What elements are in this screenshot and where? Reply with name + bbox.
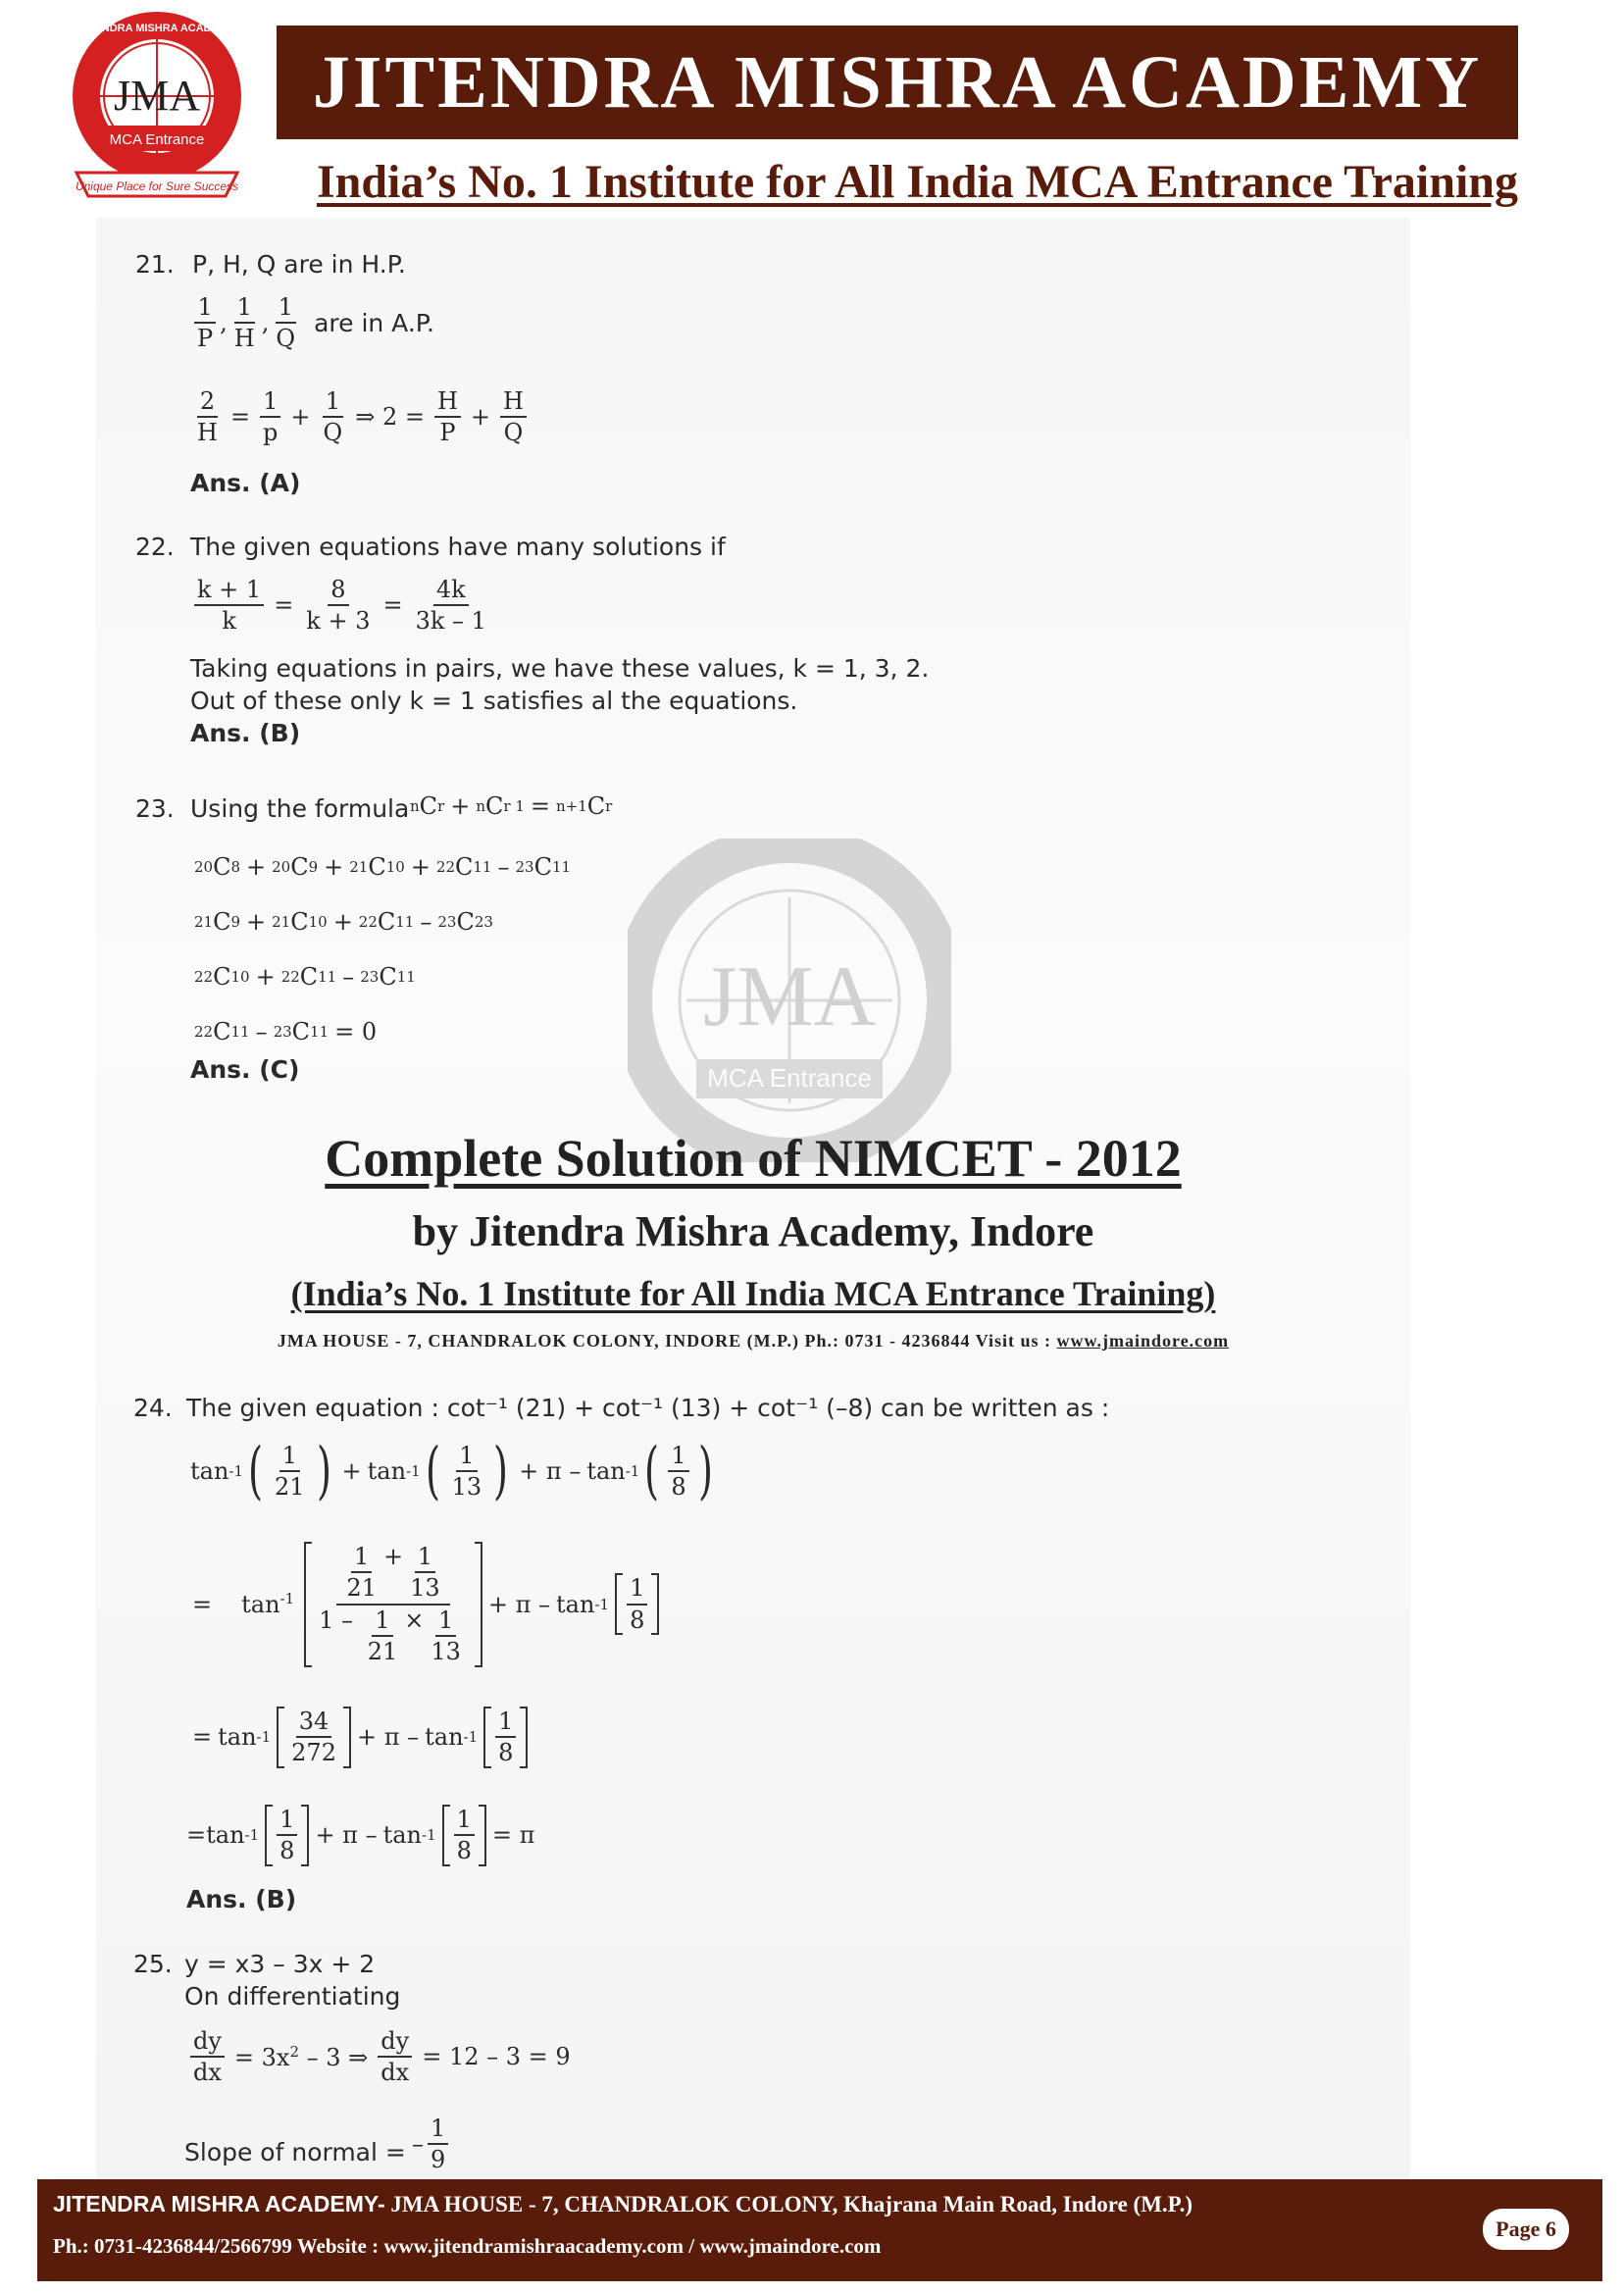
q22-satisfies-text: Out of these only k = 1 satisfies al the equations. xyxy=(190,687,798,715)
q23-step2: 21 C 9 + 21 C 10 + 22 C 11 – 23 C 23 xyxy=(194,908,493,936)
q24-expression: tan -1 ( $\frac{1}{21}$ ) + tan -1 ( $\frac{1}{13}$ ) + π – tan -1 ( $\frac{1}{8}$ ) xyxy=(190,1435,713,1507)
q22-answer: Ans. (B) xyxy=(190,719,301,747)
q22-statement: The given equations have many solutions if xyxy=(190,533,726,561)
q21-answer: Ans. (A) xyxy=(190,469,301,497)
q25-derivative: $\frac{dy}{dx}$ = $3x^2 - 3$ ⇒ $\frac{dy}{dx}$ = 12 – 3 = 9 xyxy=(186,2028,577,2086)
academy-tagline: India’s No. 1 Institute for All India MCA Entrance Training xyxy=(316,156,1518,208)
q24-answer: Ans. (B) xyxy=(186,1885,297,1913)
q25-number: 25. xyxy=(133,1950,173,1978)
academy-logo xyxy=(69,8,245,219)
academy-banner: JITENDRA MISHRA ACADEMY xyxy=(277,25,1518,139)
page-number-badge: Page 6 xyxy=(1483,2209,1569,2250)
q24-step3: = tan -1 $\frac{1}{8}$ + π – tan -1 $\frac{1}{8}$ = π xyxy=(186,1806,535,1865)
q24-step2: = tan -1 $\frac{34}{272}$ + π – tan -1 $\frac{1}{8}$ xyxy=(186,1707,528,1768)
logo-ribbon: Unique Place for Sure Success xyxy=(75,179,239,193)
footer-contact: Ph.: 0731-4236844/2566799 Website : www.jitendramishraacademy.com / www.jmaindore.com xyxy=(53,2234,882,2258)
footer-address-line xyxy=(53,2191,1193,2218)
q22-number: 22. xyxy=(135,533,175,561)
q22-pairs-text: Taking equations in pairs, we have these values, k = 1, 3, 2. xyxy=(190,654,930,683)
q23-step1: 20 C 8 + 20 C 9 + 21 C 10 + 22 C 11 – 23 C 11 xyxy=(194,853,572,881)
q25-function: y = x3 – 3x + 2 xyxy=(184,1950,376,1978)
footer-academy-name: JITENDRA MISHRA ACADEMY- xyxy=(53,2191,385,2217)
logo-ring-text: JITENDRA MISHRA ACADEMY xyxy=(78,23,235,34)
footer-bar xyxy=(37,2179,1602,2281)
q24-statement: The given equation : cot⁻¹ (21) + cot⁻¹ (13) + cot⁻¹ (–8) can be written as : xyxy=(186,1394,1110,1422)
logo-band: MCA Entrance xyxy=(109,131,205,148)
q23-answer: Ans. (C) xyxy=(190,1055,300,1084)
ad-subtitle: by Jitendra Mishra Academy, Indore xyxy=(412,1207,1094,1255)
q25-slope-label: Slope of normal = xyxy=(184,2138,406,2167)
q21-number: 21. xyxy=(135,250,175,279)
svg-text:JMA: JMA xyxy=(702,949,877,1045)
footer-address: JMA HOUSE - 7, CHANDRALOK COLONY, Khajrana Main Road, Indore (M.P.) xyxy=(384,2192,1193,2217)
ad-website-link[interactable]: www.jmaindore.com xyxy=(1056,1331,1230,1351)
ad-title: Complete Solution of NIMCET - 2012 xyxy=(325,1129,1182,1188)
q22-ratio: $\frac{k + 1}{k}$ = $\frac{8}{k + 3}$ = $\frac{4k}{3k - 1}$ xyxy=(190,577,493,635)
q23-statement: Using the formula xyxy=(190,794,410,823)
q21-equation: $\frac{2}{H}$ = $\frac{1}{p}$ + $\frac{1}{Q}$ ⇒ 2 = $\frac{H}{P}$ + $\frac{H}{Q}$ xyxy=(190,388,531,446)
q25-slope-value: – $\frac{1}{9}$ xyxy=(412,2116,452,2173)
q21-statement: P, H, Q are in H.P. xyxy=(192,250,406,279)
ad-address: JMA HOUSE - 7, CHANDRALOK COLONY, INDORE (M.P.) Ph.: 0731 - 4236844 Visit us : www.jmaindore.com xyxy=(277,1331,1230,1351)
q21-ap-text: are in A.P. xyxy=(314,308,434,337)
q23-step4: 22 C 11 – 23 C 11 = 0 xyxy=(194,1018,378,1045)
q21-reciprocals: $\frac{1}{P}$ , $\frac{1}{H}$ , $\frac{1}{Q}$ are in A.P. xyxy=(190,294,434,352)
q23-formula: n C r + n C r 1 = n+1 C r xyxy=(410,792,613,820)
ad-tagline: (India’s No. 1 Institute for All India MCA Entrance Training) xyxy=(290,1274,1216,1313)
q25-differentiating: On differentiating xyxy=(184,1982,401,2011)
q23-step3: 22 C 10 + 22 C 11 – 23 C 11 xyxy=(194,963,416,991)
watermark-logo xyxy=(628,839,951,1162)
logo-text: JMA xyxy=(113,72,201,120)
q24-step1: = $\tan^{-1}$ $\frac{1}{21}$ + $\frac{1}{13}$ 1 – $\frac{1}{21}$ × $\frac{1}{13}$ + π – tan -1 $\frac{1}{8}$ xyxy=(186,1542,659,1667)
q24-number: 24. xyxy=(133,1394,173,1422)
q23-number: 23. xyxy=(135,794,175,823)
svg-text:MCA Entrance: MCA Entrance xyxy=(707,1063,872,1093)
